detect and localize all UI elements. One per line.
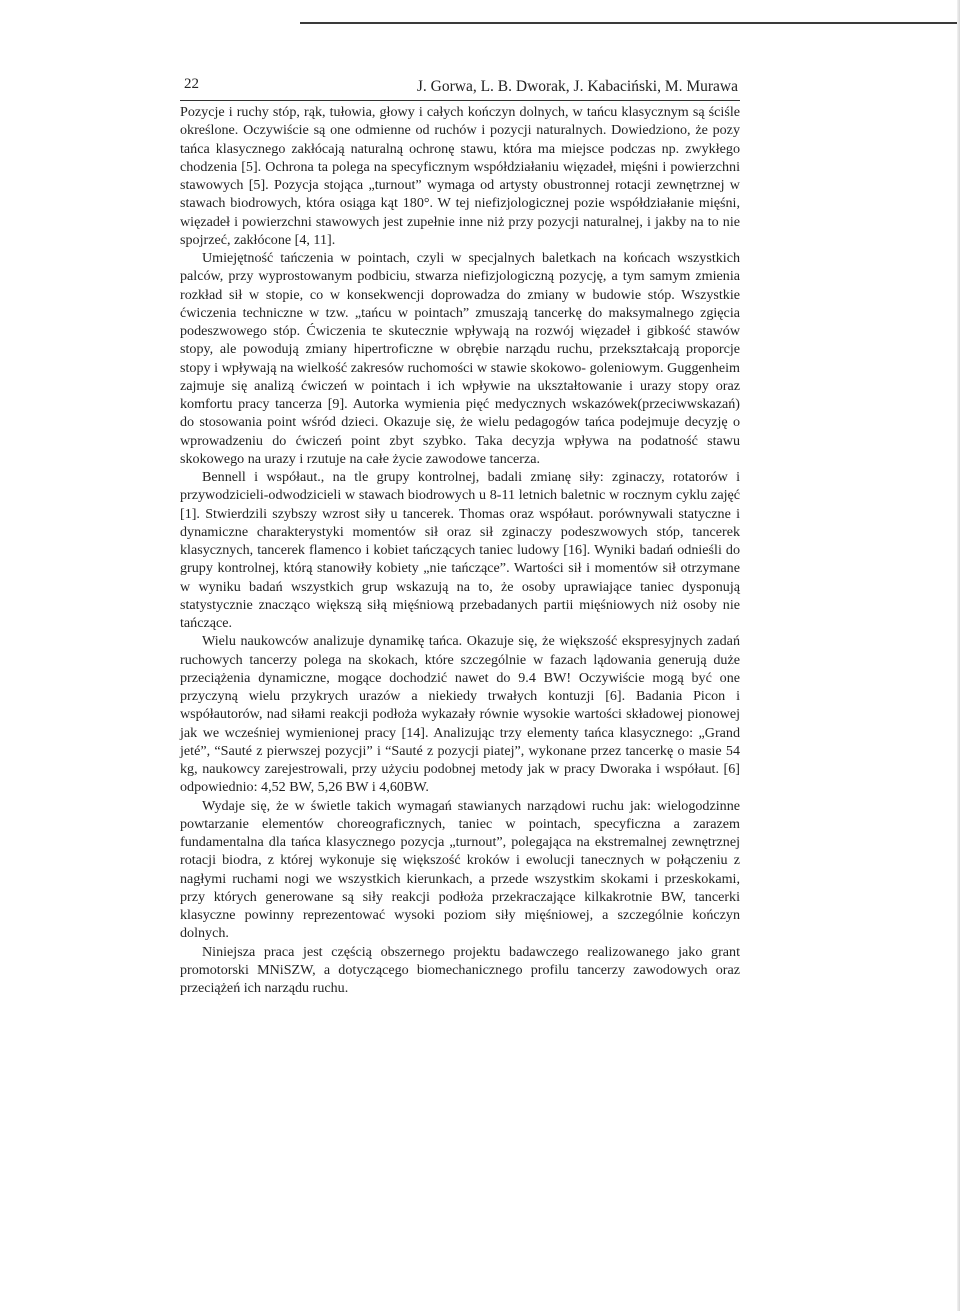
page-number: 22 [184,76,199,92]
paragraph-5: Wydaje się, że w świetle takich wymagań stawianych narządowi ruchu jak: wielogodzinne powtarzanie elementów choreograficznych, taniec w pointach, specyficzna a zarazem fundamentalna dla tańca klasycznego pozycja „turnout”, polegająca na ekstremalnej zewnętrznej rotacji biodra, z której wykonuje się większość kroków i ewolucji tanecznych w połączeniu z nagłymi ruchami nogi we wszystkich kierunkach, a przede wszystkim skokami i przeskokami, przy których generowane są siły reakcji podłoża przekraczające kilkakrotnie BW, tancerki klasyczne powinny reprezentować wysoki poziom siły mięśniowej, a szczególnie kończyn dolnych. [180,797,740,942]
paragraph-6: Niniejsza praca jest częścią obszernego projektu badawczego realizowanego jako grant promotorski MNiSZW, a dotyczącego biomechanicznego profilu tancerzy zawodowych oraz przeciążeń ich narządu ruchu. [180,943,740,996]
paragraph-4: Wielu naukowców analizuje dynamikę tańca. Okazuje się, że większość ekspresyjnych zadań ruchowych tancerzy polega na skokach, które szczególnie w fazach lądowania generują duże przeciążenia dynamiczne, mogące dochodzić nawet do 9.4 BW! Oczywiście mogą być one przyczyną wielu przykrych urazów a niekiedy trwałych kontuzji [6]. Badania Picon i współautorów, nad siłami reakcji podłoża wykazały równie wysokie wartości składowej pionowej jak we wcześniej wymienionej pracy [14]. Analizując trzy elementy tańca klasycznego: „Grand jeté”, “Sauté z pierwszej pozycji” i “Sauté z pozycji piatej”, wykonane przez tancerkę o masie 54 kg, naukowcy zarejestrowali, przy użyciu podobnej metody jak w pracy Dworaka i współaut. [6] odpowiednio: 4,52 BW, 5,26 BW i 4,60BW. [180,633,740,796]
page-body [180,76,740,997]
paragraph-2: Umiejętność tańczenia w pointach, czyli w specjalnych baletkach na końcach wszystkich palców, przy wyprostowanym podbiciu, stwarza niefizjologiczną pozycję, a tym samym zmienia rozkład sił w stopie, co w konsekwencji doprowadza do zmiany w budowie stóp. Wszystkie ćwiczenia techniczne w tzw. „tańcu w pointach” zmuszają tancerkę do maksymalnego zgięcia podeszwowego stóp. Ćwiczenia te skutecznie wpływają na rozwój więzadeł i gibkość stawów stopy, ale powodują zmiany hipertroficzne w obrębie narządu ruchu, przekształcają proporcje stopy i wpływają na wielkość zakresów ruchomości w stawie skokowo- goleniowym. Guggenheim zajmuje się analizą ćwiczeń w pointach i ich wpływie na ukształtowanie i urazy stopy oraz komfortu pracy tancerza [9]. Autorka wymienia pięć medycznych wskazówek(przeciwwskazań) do stosowania point wśród dzieci. Okazuje się, że wielu pedagogów tańca podejmuje decyzję o wprowadzeniu do ćwiczeń point zbyt szybko. Taka decyzja wpływa na podatność stawu skokowego na urazy i rzutuje na całe życie zawodowe tancerza. [180,250,740,467]
paragraph-3: Bennell i współaut., na tle grupy kontrolnej, badali zmianę siły: zginaczy, rotatorów i przywodzicieli-odwodzicieli w stawach biodrowych u 8-11 letnich baletnic w rocznym cyklu zajęć [1]. Stwierdzili szybszy wzrost siły u tancerek. Thomas oraz współaut. porównywali statyczne i dynamiczne charakterystyki momentów sił oraz sił zginaczy podeszwowych stóp, tancerek klasycznych, tancerek flamenco i kobiet tańczących taniec ludowy [16]. Wyniki badań odnieśli do grupy kontrolnej, którą stanowiły kobiety „nie tańczące”. Wartości sił i momentów sił otrzymane w wyniku badań wszystkich grup wskazują na to, że osoby uprawiające taniec dysponują statystycznie znacząco większą siłą mięśniową przebadanych partii mięśniowych niż osoby nie tańczące. [180,469,740,631]
running-head [180,76,740,101]
scan-edge-top [300,22,960,24]
paragraph-1: Pozycje i ruchy stóp, rąk, tułowia, głowy i całych kończyn dolnych, w tańcu klasycznym są ściśle określone. Oczywiście są one odmienne od ruchów i pozycji naturalnych. Dowiedziono, że pozy tańca klasycznego zakłócają naturalną ochronę stawu, która ma miejsce podczas np. zwykłego chodzenia [5]. Ochrona ta polega na specyficznym współdziałaniu więzadeł, mięśni i powierzchni stawowych [5]. Pozycja stojąca „turnout” wymaga od artysty obustronnej rotacji zewnętrznej w stawach biodrowych, która osiąga kąt 180°. W tej niefizjologicznej pozie współdziałanie mięśni, więzadeł i powierzchni stawowych jest zupełnie inne niż przy pozycji naturalnej, i jakby na to nie spojrzeć, zakłócone [4, 11]. [180,104,740,248]
running-head-authors: J. Gorwa, L. B. Dworak, J. Kabaciński, M. Murawa [416,78,738,95]
